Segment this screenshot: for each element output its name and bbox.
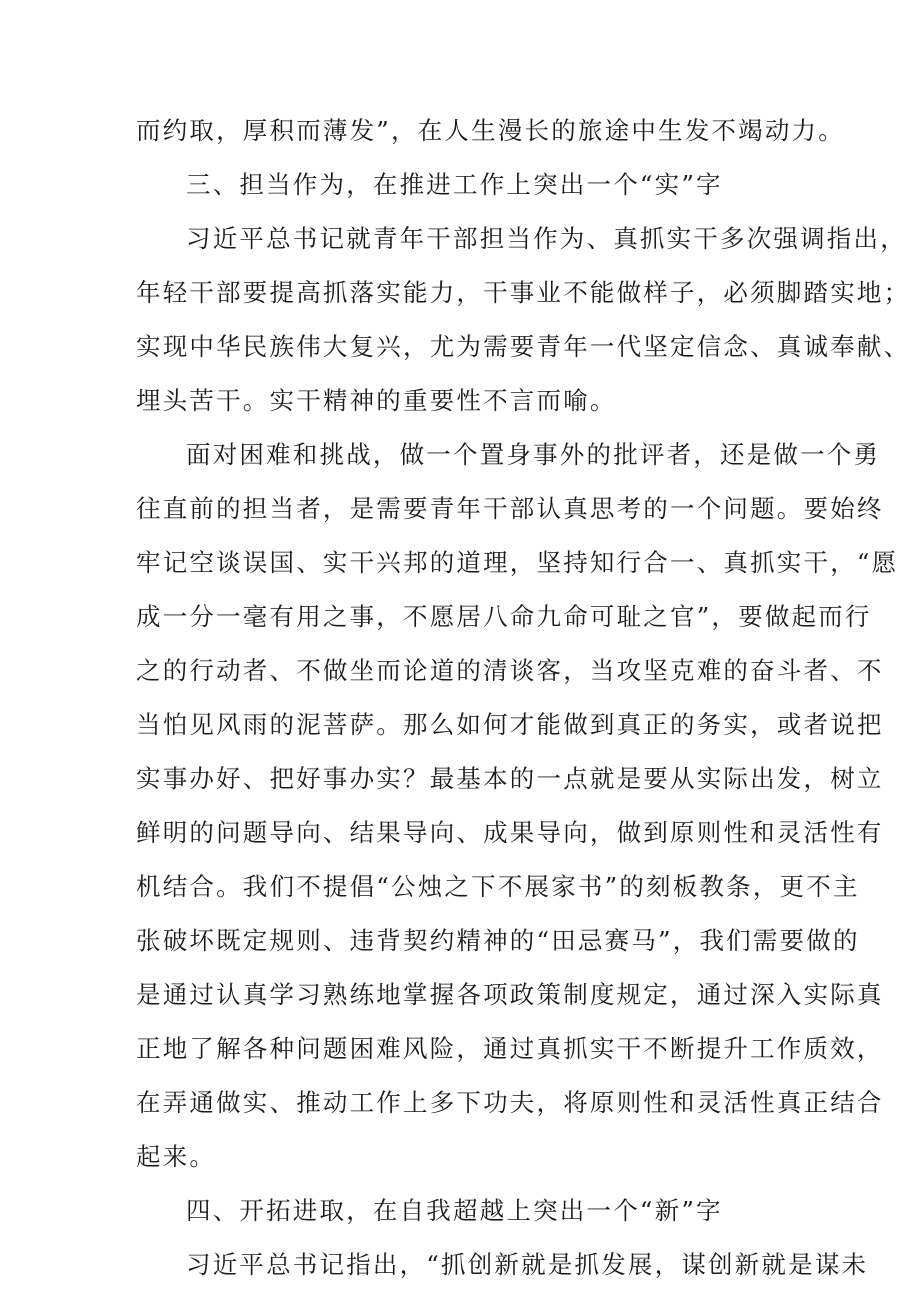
paragraph-line: 牢记空谈误国、实干兴邦的道理，坚持知行合一、真抓实干，“愿 — [136, 548, 899, 577]
paragraph-line: 年轻干部要提高抓落实能力，干事业不能做样子，必须脚踏实地； — [136, 278, 911, 307]
paragraph-line: 在弄通做实、推动工作上多下功夫，将原则性和灵活性真正结合 — [136, 1088, 884, 1117]
paragraph-line: 是通过认真学习熟练地掌握各项政策制度规定，通过深入实际真 — [136, 980, 884, 1009]
paragraph-line: 面对困难和挑战，做一个置身事外的批评者，还是做一个勇 — [186, 440, 881, 469]
paragraph-line: 实事办好、把好事办实？最基本的一点就是要从实际出发，树立 — [136, 764, 884, 793]
section-heading-3: 三、担当作为，在推进工作上突出一个“实”字 — [186, 170, 723, 199]
section-heading-4: 四、开拓进取，在自我超越上突出一个“新”字 — [186, 1196, 723, 1225]
paragraph-line: 埋头苦干。实干精神的重要性不言而喻。 — [136, 386, 617, 415]
paragraph-line: 机结合。我们不提倡“公烛之下不展家书”的刻板教条，更不主 — [136, 872, 860, 901]
paragraph-line: 当怕见风雨的泥菩萨。那么如何才能做到真正的务实，或者说把 — [136, 710, 884, 739]
paragraph-line: 起来。 — [136, 1142, 217, 1171]
paragraph-line: 鲜明的问题导向、结果导向、成果导向，做到原则性和灵活性有 — [136, 818, 884, 847]
paragraph-line: 习近平总书记就青年干部担当作为、真抓实干多次强调指出， — [186, 224, 907, 253]
paragraph-line: 正地了解各种问题困难风险，通过真抓实干不断提升工作质效， — [136, 1034, 884, 1063]
paragraph-line: 实现中华民族伟大复兴，尤为需要青年一代坚定信念、真诚奉献、 — [136, 332, 911, 361]
paragraph-line: 成一分一毫有用之事，不愿居八命九命可耻之官”，要做起而行 — [136, 602, 872, 631]
paragraph-line: 而约取，厚积而薄发”，在人生漫长的旅途中生发不竭动力。 — [136, 116, 845, 145]
paragraph-line: 习近平总书记指出，“抓创新就是抓发展，谋创新就是谋未 — [186, 1250, 869, 1279]
paragraph-line: 之的行动者、不做坐而论道的清谈客，当攻坚克难的奋斗者、不 — [136, 656, 884, 685]
paragraph-line: 张破坏既定规则、违背契约精神的“田忌赛马”，我们需要做的 — [136, 926, 860, 955]
paragraph-line: 往直前的担当者，是需要青年干部认真思考的一个问题。要始终 — [136, 494, 884, 523]
